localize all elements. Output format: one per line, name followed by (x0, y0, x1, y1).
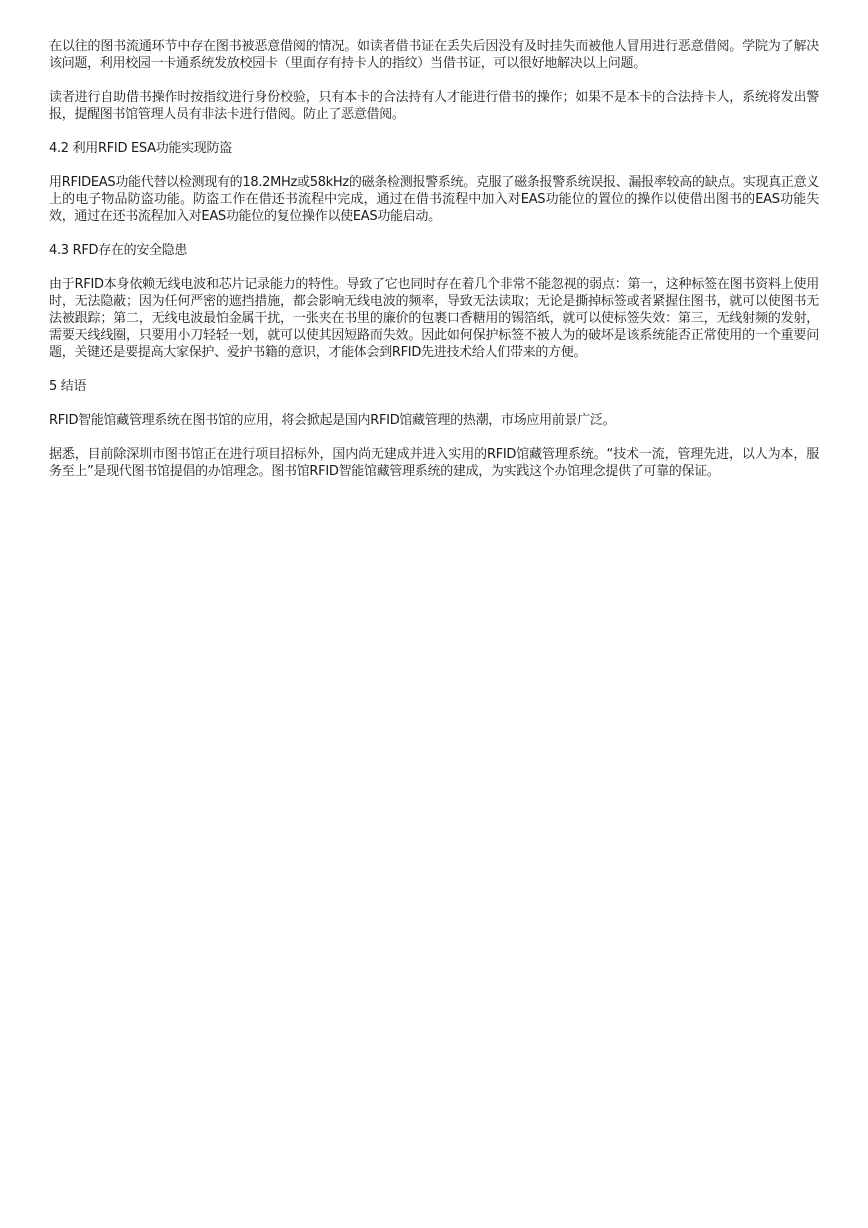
paragraph-eas-anti-theft: 用RFIDEAS功能代替以检测现有的18.2MHz或58kHz的磁条检测报警系统。克服了磁条报警系统误报、漏报率较高的缺点。实现真正意义上的电子物品防盗功能。防盗工作在借还书流程中完成，通过在借书流程中加入对EAS功能位的置位的操作以使借出图书的EAS功能失效，通过在还书流程加入对EAS功能位的复位操作以使EAS功能启动。 (49, 175, 819, 224)
paragraph-malicious-borrowing: 在以往的图书流通环节中存在图书被恶意借阅的情况。如读者借书证在丢失后因没有及时挂失而被他人冒用进行恶意借阅。学院为了解决该问题，利用校园一卡通系统发放校园卡（里面存有持卡人的指纹）当借书证，可以很好地解决以上问题。 (49, 39, 819, 71)
paragraph-fingerprint-verification: 读者进行自助借书操作时按指纹进行身份校验，只有本卡的合法持有人才能进行借书的操作；如果不是本卡的合法持卡人，系统将发出警报，提醒图书馆管理人员有非法卡进行借阅。防止了恶意借阅。 (49, 90, 819, 122)
document-body (49, 38, 819, 497)
paragraph-conclusion-prospect: RFID智能馆藏管理系统在图书馆的应用，将会掀起是国内RFID馆藏管理的热潮，市场应用前景广泛。 (49, 413, 616, 428)
section-heading-4-3: 4.3 RFD存在的安全隐患 (49, 243, 188, 258)
paragraph-conclusion-status: 据悉，目前除深圳市图书馆正在进行项目招标外，国内尚无建成并进入实用的RFID馆藏管理系统。“技术一流，管理先进，以人为本，服务至上”是现代图书馆提倡的办馆理念。图书馆RFID智能馆藏管理系统的建成，为实践这个办馆理念提供了可靠的保证。 (49, 447, 819, 479)
section-heading-5: 5 结语 (49, 379, 87, 394)
paragraph-security-risks: 由于RFID本身依赖无线电波和芯片记录能力的特性。导致了它也同时存在着几个非常不能忽视的弱点：第一，这种标签在图书资料上使用时，无法隐蔽；因为任何严密的遮挡措施，都会影响无线电波的频率，导致无法读取；无论是撕掉标签或者紧握住图书，就可以使图书无法被跟踪；第二，无线电波最怕金属干扰，一张夹在书里的廉价的包裹口香糖用的锡箔纸，就可以使标签失效：第三，无线射频的发射，需要天线线圈，只要用小刀轻轻一划，就可以使其因短路而失效。因此如何保护标签不被人为的破坏是该系统能否正常使用的一个重要问题，关键还是要提高大家保护、爱护书籍的意识，才能体会到RFID先进技术给人们带来的方便。 (49, 277, 819, 360)
section-heading-4-2: 4.2 利用RFID ESA功能实现防盗 (49, 141, 232, 156)
